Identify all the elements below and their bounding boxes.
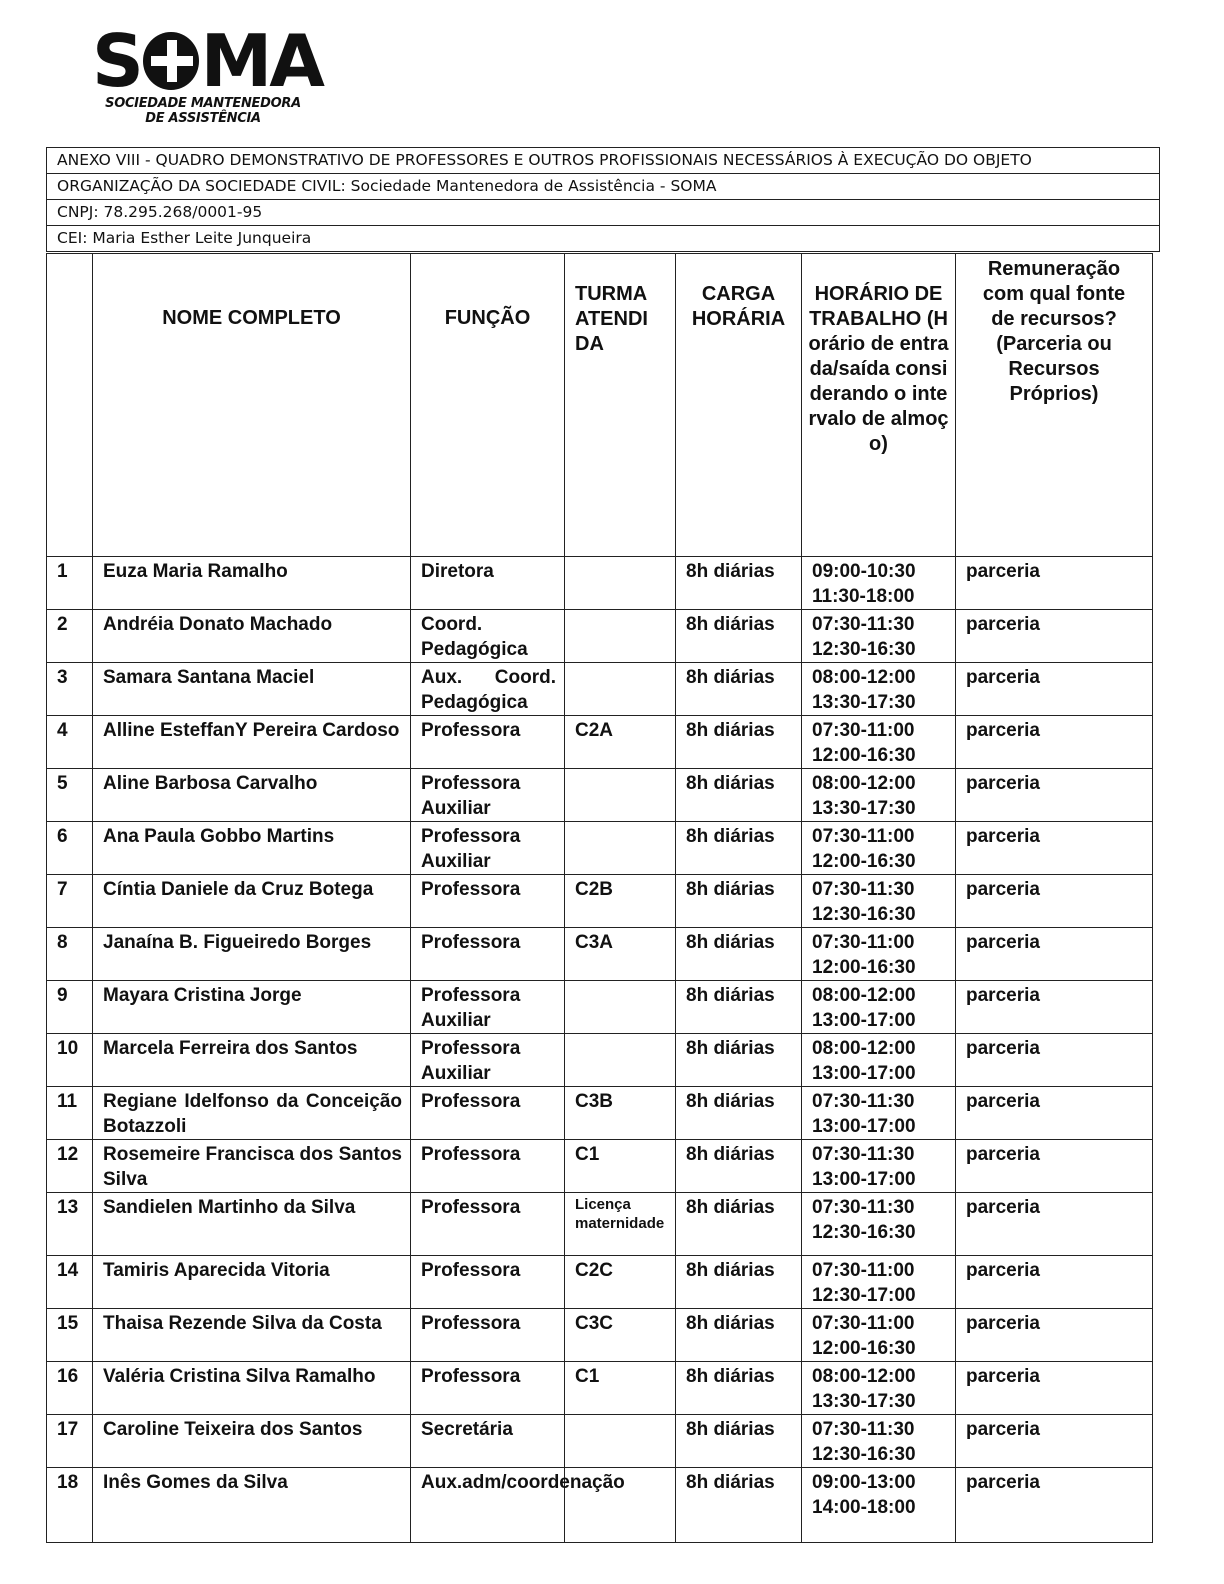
header-horario-text: HORÁRIO DE TRABALHO (Horário de entrada/saída considerando o intervalo de almoço) <box>808 283 949 455</box>
row-carga: 8h diárias <box>676 1309 802 1362</box>
row-funcao: Professora <box>411 1362 565 1415</box>
row-number: 16 <box>47 1362 93 1415</box>
row-nome: Ana Paula Gobbo Martins <box>93 822 411 875</box>
row-carga: 8h diárias <box>676 1193 802 1256</box>
row-carga: 8h diárias <box>676 1087 802 1140</box>
table-row <box>47 716 1153 769</box>
row-funcao: Professora <box>411 1193 565 1256</box>
row-horario: 07:30-11:30 13:00-17:00 <box>802 1140 956 1193</box>
row-number: 13 <box>47 1193 93 1256</box>
row-horario: 07:30-11:00 12:00-16:30 <box>802 1309 956 1362</box>
row-number: 14 <box>47 1256 93 1309</box>
row-number: 10 <box>47 1034 93 1087</box>
row-carga: 8h diárias <box>676 1140 802 1193</box>
row-horario: 07:30-11:30 12:30-16:30 <box>802 875 956 928</box>
table-row <box>47 663 1153 716</box>
row-horario: 07:30-11:30 12:30-16:30 <box>802 1193 956 1256</box>
row-remuneracao: parceria <box>956 1140 1153 1193</box>
row-turma <box>565 663 676 716</box>
row-nome: Andréia Donato Machado <box>93 610 411 663</box>
row-nome: Valéria Cristina Silva Ramalho <box>93 1362 411 1415</box>
row-turma: C3C <box>565 1309 676 1362</box>
table-row <box>47 1468 1153 1543</box>
row-turma <box>565 1034 676 1087</box>
row-remuneracao: parceria <box>956 1256 1153 1309</box>
organization-line: ORGANIZAÇÃO DA SOCIEDADE CIVIL: Sociedade Mantenedora de Assistência - SOMA <box>47 174 1160 200</box>
row-carga: 8h diárias <box>676 1468 802 1543</box>
header-funcao: FUNÇÃO <box>411 254 565 557</box>
row-funcao: Professora <box>411 716 565 769</box>
row-funcao: Professora <box>411 875 565 928</box>
table-row <box>47 769 1153 822</box>
row-horario: 07:30-11:00 12:00-16:30 <box>802 928 956 981</box>
header-number <box>47 254 93 557</box>
row-carga: 8h diárias <box>676 875 802 928</box>
row-turma: C2C <box>565 1256 676 1309</box>
row-nome: Caroline Teixeira dos Santos <box>93 1415 411 1468</box>
row-remuneracao: parceria <box>956 1309 1153 1362</box>
header-remuneracao-text: Remuneração com qual fonte de recursos? (Parceria ou Recursos Próprios) <box>982 258 1126 405</box>
table-row <box>47 1087 1153 1140</box>
logo-letter-s: S <box>92 19 141 103</box>
row-turma <box>565 822 676 875</box>
cnpj-line: CNPJ: 78.295.268/0001-95 <box>47 200 1160 226</box>
row-number: 3 <box>47 663 93 716</box>
row-nome: Samara Santana Maciel <box>93 663 411 716</box>
row-funcao: Professora Auxiliar <box>411 981 565 1034</box>
row-nome: Thaisa Rezende Silva da Costa <box>93 1309 411 1362</box>
table-row <box>47 1309 1153 1362</box>
row-funcao: Secretária <box>411 1415 565 1468</box>
row-turma: C2B <box>565 875 676 928</box>
row-number: 7 <box>47 875 93 928</box>
row-funcao: Professora <box>411 1309 565 1362</box>
row-number: 1 <box>47 557 93 610</box>
row-horario: 08:00-12:00 13:00-17:00 <box>802 981 956 1034</box>
row-carga: 8h diárias <box>676 769 802 822</box>
row-turma <box>565 981 676 1034</box>
row-turma <box>565 769 676 822</box>
row-turma: C3B <box>565 1087 676 1140</box>
row-number: 9 <box>47 981 93 1034</box>
row-horario: 07:30-11:00 12:30-17:00 <box>802 1256 956 1309</box>
table-body <box>47 557 1153 1543</box>
cross-icon <box>143 32 199 90</box>
row-nome: Aline Barbosa Carvalho <box>93 769 411 822</box>
row-number: 12 <box>47 1140 93 1193</box>
row-number: 15 <box>47 1309 93 1362</box>
table-row <box>47 981 1153 1034</box>
row-carga: 8h diárias <box>676 663 802 716</box>
logo-wordmark <box>92 19 322 103</box>
row-funcao: Professora Auxiliar <box>411 769 565 822</box>
row-funcao: Aux.adm/coordenação <box>411 1468 565 1543</box>
logo-letters-ma: MA <box>200 19 322 103</box>
soma-logo <box>92 19 322 126</box>
row-nome: Tamiris Aparecida Vitoria <box>93 1256 411 1309</box>
row-remuneracao: parceria <box>956 875 1153 928</box>
row-remuneracao: parceria <box>956 981 1153 1034</box>
row-horario: 07:30-11:00 12:00-16:30 <box>802 822 956 875</box>
table-row <box>47 928 1153 981</box>
logo-subtitle-line1: SOCIEDADE MANTENEDORA <box>105 96 301 111</box>
row-remuneracao: parceria <box>956 1034 1153 1087</box>
row-carga: 8h diárias <box>676 557 802 610</box>
row-number: 11 <box>47 1087 93 1140</box>
table-row <box>47 557 1153 610</box>
row-turma: C1 <box>565 1362 676 1415</box>
row-remuneracao: parceria <box>956 822 1153 875</box>
info-table <box>46 147 1160 252</box>
table-row <box>47 1034 1153 1087</box>
row-number: 5 <box>47 769 93 822</box>
table-header-row <box>47 254 1153 557</box>
row-remuneracao: parceria <box>956 1468 1153 1543</box>
row-nome: Regiane Idelfonso da Conceição Botazzoli <box>93 1087 411 1140</box>
row-carga: 8h diárias <box>676 716 802 769</box>
row-horario: 08:00-12:00 13:30-17:30 <box>802 663 956 716</box>
row-turma <box>565 610 676 663</box>
header-carga: CARGA HORÁRIA <box>676 254 802 557</box>
row-funcao: Professora <box>411 1087 565 1140</box>
table-row <box>47 1140 1153 1193</box>
row-funcao: Coord. Pedagógica <box>411 610 565 663</box>
logo-subtitle-line2: DE ASSISTÊNCIA <box>145 111 261 126</box>
header-horario <box>802 254 956 557</box>
row-remuneracao: parceria <box>956 1415 1153 1468</box>
row-horario: 07:30-11:30 13:00-17:00 <box>802 1087 956 1140</box>
row-turma: C1 <box>565 1140 676 1193</box>
table-row <box>47 1193 1153 1256</box>
header-turma <box>565 254 676 557</box>
row-remuneracao: parceria <box>956 1087 1153 1140</box>
row-carga: 8h diárias <box>676 928 802 981</box>
row-number: 17 <box>47 1415 93 1468</box>
table-row <box>47 1415 1153 1468</box>
row-horario: 07:30-11:00 12:00-16:30 <box>802 716 956 769</box>
row-number: 4 <box>47 716 93 769</box>
row-nome: Mayara Cristina Jorge <box>93 981 411 1034</box>
table-row <box>47 1256 1153 1309</box>
row-nome: Inês Gomes da Silva <box>93 1468 411 1543</box>
row-nome: Alline EsteffanY Pereira Cardoso <box>93 716 411 769</box>
row-funcao: Professora <box>411 928 565 981</box>
row-horario: 08:00-12:00 13:30-17:30 <box>802 1362 956 1415</box>
cei-line: CEI: Maria Esther Leite Junqueira <box>47 226 1160 252</box>
row-carga: 8h diárias <box>676 822 802 875</box>
row-remuneracao: parceria <box>956 610 1153 663</box>
table-row <box>47 1362 1153 1415</box>
row-number: 6 <box>47 822 93 875</box>
row-remuneracao: parceria <box>956 1193 1153 1256</box>
logo-subtitle <box>92 96 314 126</box>
row-carga: 8h diárias <box>676 981 802 1034</box>
header-remuneracao <box>956 254 1153 557</box>
header-turma-text: TURMA ATENDIDA <box>575 283 648 355</box>
row-nome: Sandielen Martinho da Silva <box>93 1193 411 1256</box>
table-row <box>47 875 1153 928</box>
row-funcao: Professora Auxiliar <box>411 1034 565 1087</box>
row-funcao: Diretora <box>411 557 565 610</box>
row-horario: 09:00-10:30 11:30-18:00 <box>802 557 956 610</box>
row-turma: Licença maternidade <box>565 1193 676 1256</box>
row-horario: 08:00-12:00 13:30-17:30 <box>802 769 956 822</box>
row-funcao: Professora <box>411 1256 565 1309</box>
row-carga: 8h diárias <box>676 1256 802 1309</box>
row-nome: Rosemeire Francisca dos Santos Silva <box>93 1140 411 1193</box>
row-nome: Janaína B. Figueiredo Borges <box>93 928 411 981</box>
row-horario: 07:30-11:30 12:30-16:30 <box>802 610 956 663</box>
annex-title: ANEXO VIII - QUADRO DEMONSTRATIVO DE PROFESSORES E OUTROS PROFISSIONAIS NECESSÁRIOS À EXECUÇÃO DO OBJETO <box>47 148 1160 174</box>
row-funcao: Professora Auxiliar <box>411 822 565 875</box>
row-number: 2 <box>47 610 93 663</box>
row-remuneracao: parceria <box>956 557 1153 610</box>
row-remuneracao: parceria <box>956 769 1153 822</box>
row-nome: Cíntia Daniele da Cruz Botega <box>93 875 411 928</box>
staff-table <box>46 253 1153 1543</box>
row-remuneracao: parceria <box>956 663 1153 716</box>
row-nome: Marcela Ferreira dos Santos <box>93 1034 411 1087</box>
row-turma: C2A <box>565 716 676 769</box>
row-carga: 8h diárias <box>676 1034 802 1087</box>
row-horario: 08:00-12:00 13:00-17:00 <box>802 1034 956 1087</box>
row-nome: Euza Maria Ramalho <box>93 557 411 610</box>
header-nome: NOME COMPLETO <box>93 254 411 557</box>
row-number: 8 <box>47 928 93 981</box>
row-turma <box>565 557 676 610</box>
row-remuneracao: parceria <box>956 1362 1153 1415</box>
row-horario: 07:30-11:30 12:30-16:30 <box>802 1415 956 1468</box>
table-row <box>47 610 1153 663</box>
row-number: 18 <box>47 1468 93 1543</box>
row-remuneracao: parceria <box>956 928 1153 981</box>
row-carga: 8h diárias <box>676 610 802 663</box>
row-remuneracao: parceria <box>956 716 1153 769</box>
row-funcao: Professora <box>411 1140 565 1193</box>
row-carga: 8h diárias <box>676 1362 802 1415</box>
row-funcao: Aux. Coord. Pedagógica <box>411 663 565 716</box>
table-row <box>47 822 1153 875</box>
row-turma <box>565 1415 676 1468</box>
row-horario: 09:00-13:00 14:00-18:00 <box>802 1468 956 1543</box>
row-carga: 8h diárias <box>676 1415 802 1468</box>
row-turma: C3A <box>565 928 676 981</box>
